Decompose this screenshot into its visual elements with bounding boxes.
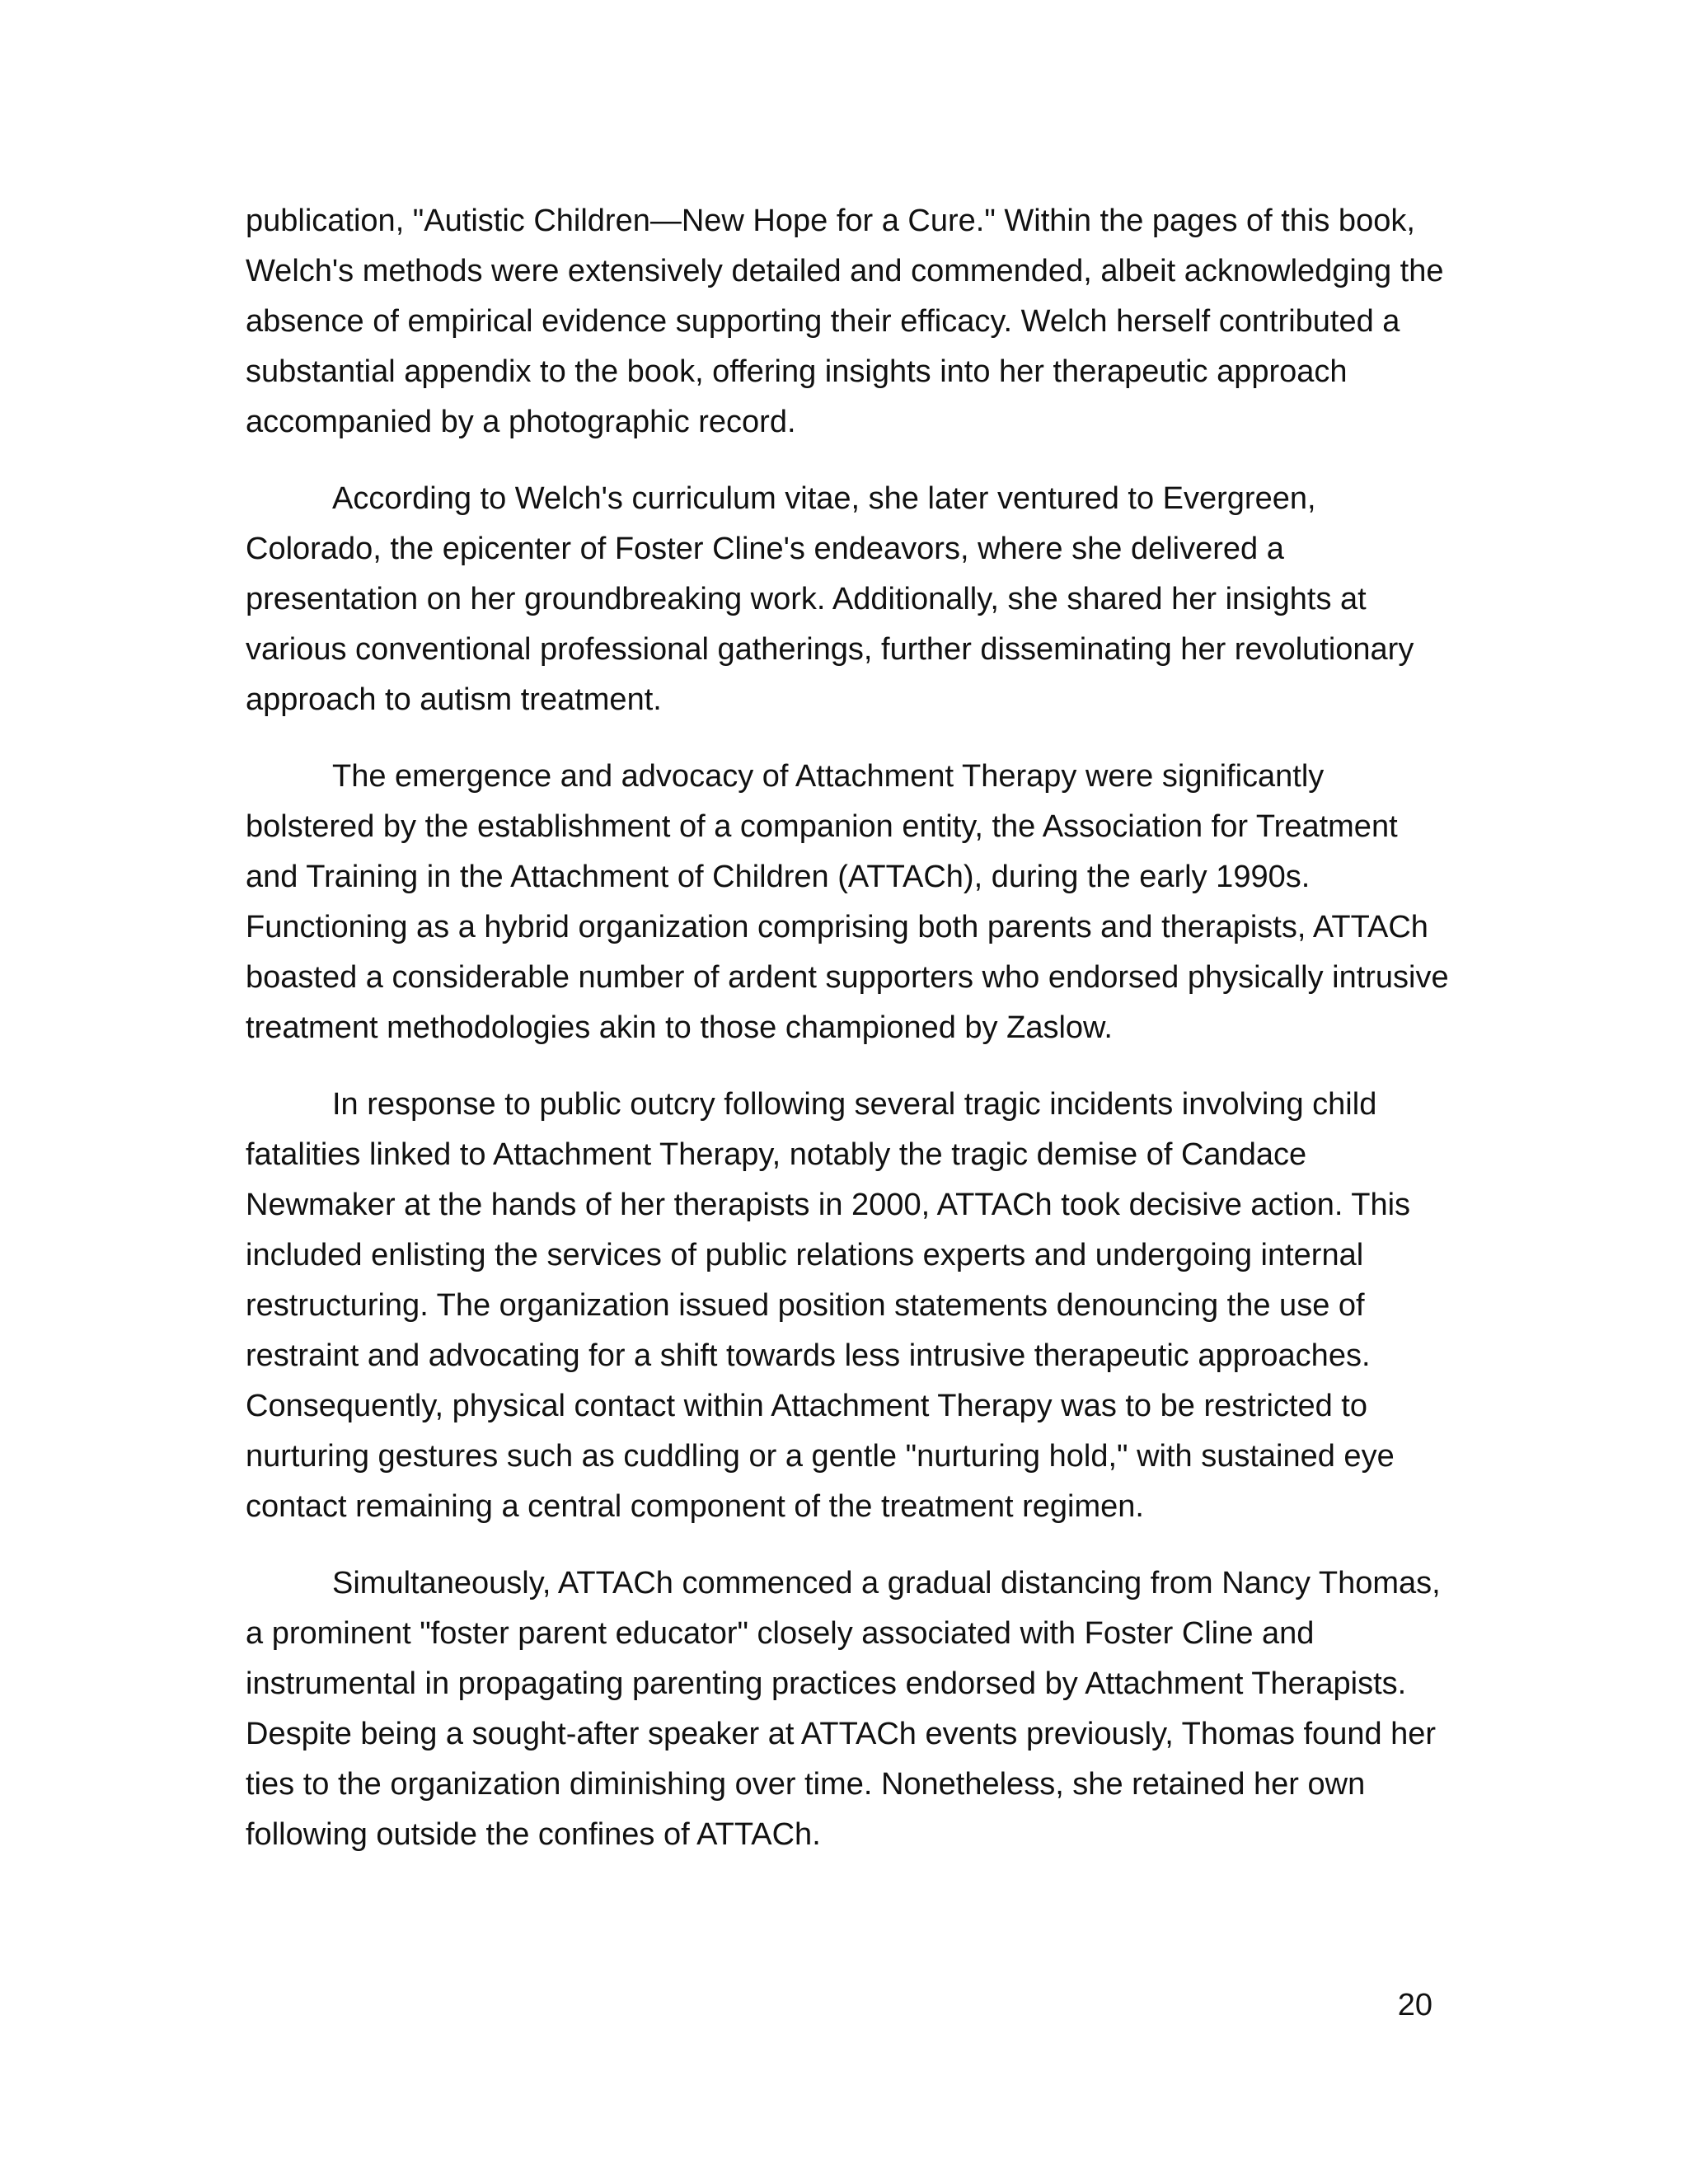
body-text: [246, 196, 1451, 1886]
paragraph-public-outcry: In response to public outcry following several tragic incidents involving child fatalities linked to Attachment Therapy, notably the tragic demise of Candace Newmaker at the hands of her therapists in 2000, ATTACh took decisive action. This included enlisting the services of public relations experts and undergoing internal restructuring. The organization issued position statements denouncing the use of restraint and advocating for a shift towards less intrusive therapeutic approaches. Consequently, physical contact within Attachment Therapy was to be restricted to nurturing gestures such as cuddling or a gentle "nurturing hold," with sustained eye contact remaining a central component of the treatment regimen.: [246, 1087, 1411, 1524]
paragraph-attach-emergence: The emergence and advocacy of Attachment Therapy were significantly bolstered by the establishment of a companion entity, the Association for Treatment and Training in the Attachment of Children (ATTACh), during the early 1990s. Functioning as a hybrid organization comprising both parents and therapists, ATTACh boasted a considerable number of ardent supporters who endorsed physically intrusive treatment methodologies akin to those championed by Zaslow.: [246, 759, 1449, 1045]
page-number: 20: [1397, 1988, 1432, 2022]
paragraph-nancy-thomas: Simultaneously, ATTACh commenced a gradual distancing from Nancy Thomas, a prominent "foster parent educator" closely associated with Foster Cline and instrumental in propagating parenting practices endorsed by Attachment Therapists. Despite being a sought-after speaker at ATTACh events previously, Thomas found her ties to the organization diminishing over time. Nonetheless, she retained her own following outside the confines of ATTACh.: [246, 1566, 1441, 1852]
paragraph-continuation: publication, "Autistic Children—New Hope for a Cure." Within the pages of this book, Welch's methods were extensively detailed and commended, albeit acknowledging the absence of empirical evidence supporting their efficacy. Welch herself contributed a substantial appendix to the book, offering insights into her therapeutic approach accompanied by a photographic record.: [246, 204, 1444, 439]
paragraph-welch-cv: According to Welch's curriculum vitae, she later ventured to Evergreen, Colorado, the epicenter of Foster Cline's endeavors, where she delivered a presentation on her groundbreaking work. Additionally, she shared her insights at various conventional professional gatherings, further disseminating her revolutionary approach to autism treatment.: [246, 481, 1414, 717]
